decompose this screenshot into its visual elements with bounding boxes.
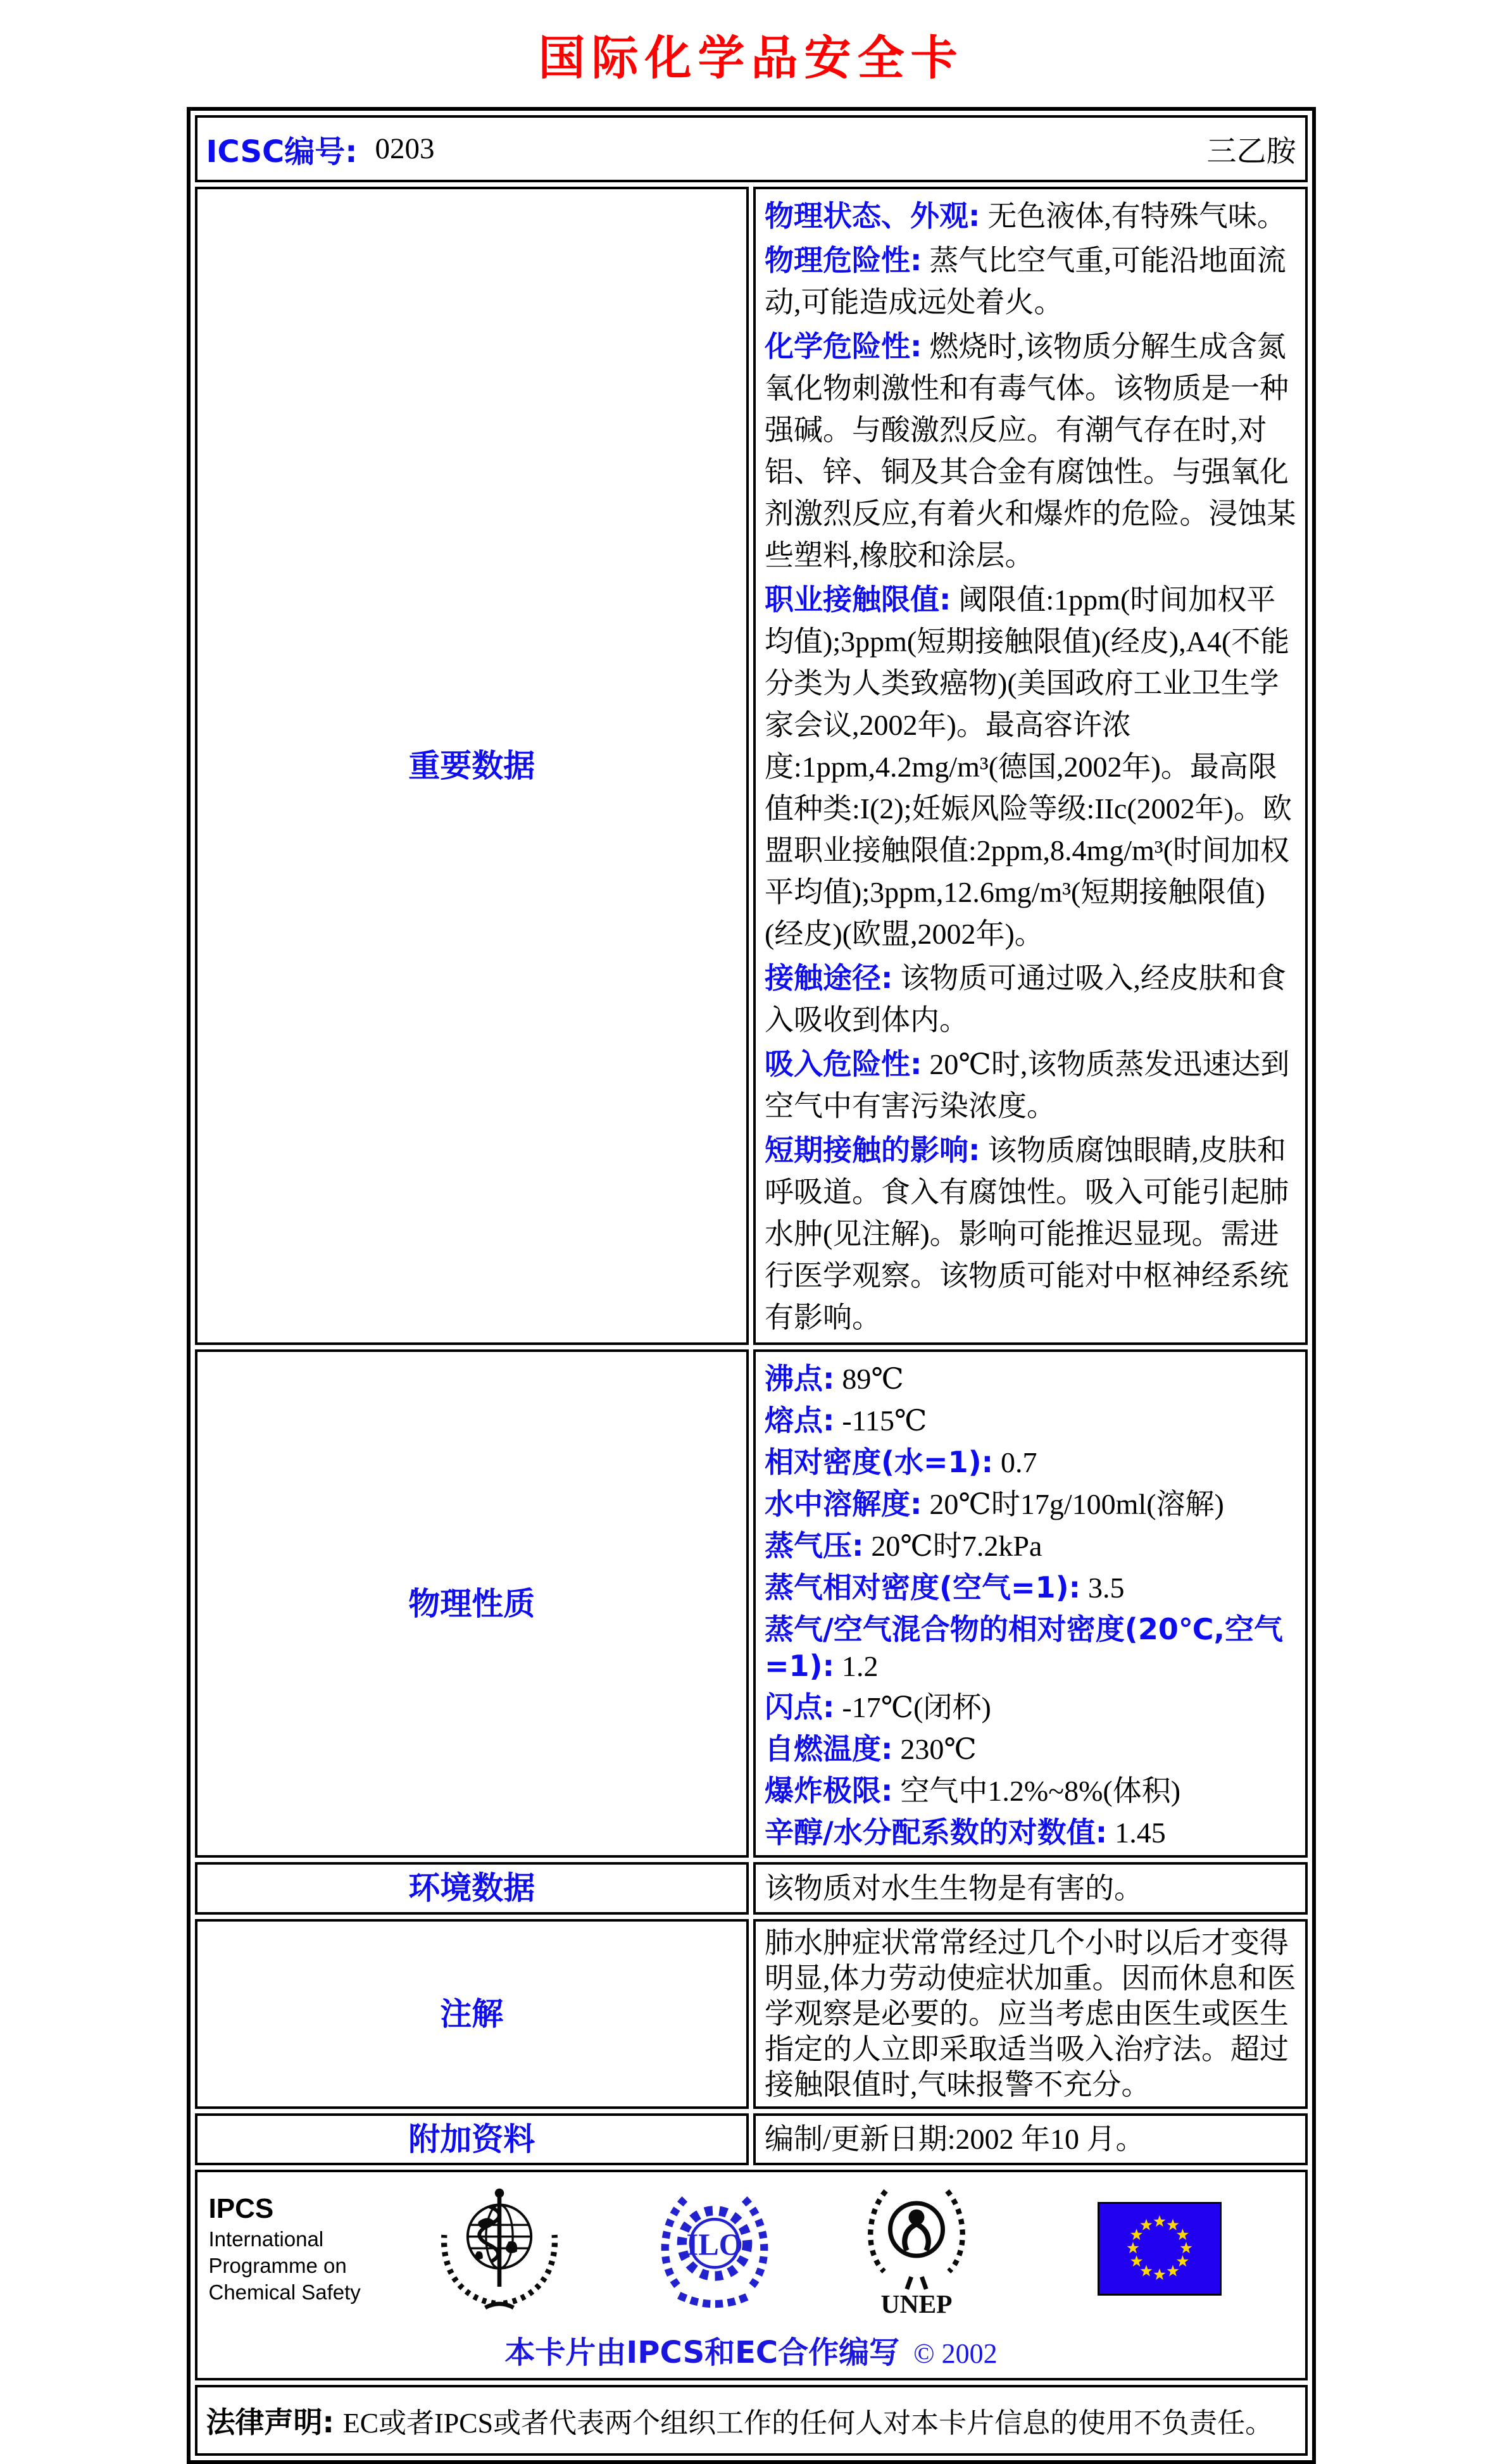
item-text: 空气中1.2%~8%(体积): [900, 1775, 1181, 1808]
item-text: 3.5: [1088, 1572, 1125, 1604]
item-label: 爆炸极限:: [765, 1773, 893, 1808]
item-label: 辛醇/水分配系数的对数值:: [765, 1815, 1108, 1850]
item-text: 该物质腐蚀眼睛,皮肤和呼吸道。食入有腐蚀性。吸入可能引起肺水肿(见注解)。影响可能推迟显现。需进行医学观察。该物质可能对中枢神经系统有影响。: [765, 1134, 1289, 1334]
important-item: [765, 237, 1296, 323]
item-text: 230℃: [900, 1733, 977, 1766]
page-title: 国际化学品安全卡: [538, 31, 964, 85]
logos-row: [195, 2170, 1308, 2380]
legal-cell: [195, 2385, 1308, 2456]
legal-label: 法律声明:: [206, 2405, 334, 2440]
item-text: -115℃: [842, 1404, 927, 1437]
unep-logo-text: UNEP: [880, 2289, 953, 2319]
physical-item: [765, 1810, 1296, 1851]
physical-item: [765, 1481, 1296, 1523]
item-label: 水中溶解度:: [765, 1487, 922, 1522]
legal-row: [195, 2385, 1308, 2456]
additional-content: 编制/更新日期:2002 年10 月。: [753, 2113, 1308, 2166]
physical-item: [765, 1523, 1296, 1565]
item-text: 1.2: [841, 1650, 879, 1683]
item-label: 熔点:: [765, 1403, 835, 1438]
item-text: 该物质可通过吸入,经皮肤和食入吸收到体内。: [765, 962, 1286, 1037]
logos-cell: [195, 2170, 1308, 2380]
section-label-environment: 环境数据: [195, 1862, 749, 1915]
item-label: 蒸气/空气混合物的相对密度(20℃,空气=1):: [765, 1612, 1284, 1684]
ipcs-wordmark: [209, 2192, 411, 2306]
ipcs-line: Chemical Safety: [208, 2280, 361, 2304]
item-text: 20℃时7.2kPa: [871, 1530, 1042, 1563]
item-text: 阈限值:1ppm(时间加权平均值);3ppm(短期接触限值)(经皮),A4(不能分类为人类致癌物)(美国政府工业卫生学家会议,2002年)。最高容许浓度:1ppm,4.2mg/m³(德国,2002年)。最高限值种类:I(2);妊娠风险等级:IIc(2002年)。欧盟职业接触限值:2ppm,8.4mg/m³(时间加权平均值);3ppm,12.6mg/m³(短期接触限值)(经皮)(欧盟,2002年)。: [765, 584, 1292, 951]
important-data-content: [753, 187, 1308, 1345]
physical-properties-content: [753, 1349, 1308, 1858]
item-label: 物理危险性:: [765, 243, 922, 278]
icsc-table: [187, 107, 1316, 2464]
important-data-row: [195, 187, 1308, 1345]
item-text: 1.45: [1115, 1817, 1166, 1849]
item-label: 吸入危险性:: [765, 1047, 922, 1082]
chemical-name: 三乙胺: [1206, 135, 1296, 168]
ipcs-line: International: [208, 2227, 324, 2251]
header-row: [195, 115, 1308, 182]
additional-info-row: [195, 2113, 1308, 2166]
icsc-number-label: ICSC编号:: [206, 134, 358, 170]
physical-item: [765, 1356, 1296, 1398]
item-label: 短期接触的影响:: [765, 1133, 980, 1168]
physical-properties-row: [195, 1349, 1308, 1858]
item-label: 相对密度(水=1):: [765, 1445, 993, 1480]
item-label: 物理状态、外观:: [765, 199, 980, 234]
item-label: 沸点:: [765, 1361, 835, 1396]
physical-item: [765, 1398, 1296, 1439]
item-label: 接触途径:: [765, 961, 893, 996]
icsc-card-page: [0, 33, 1502, 2464]
who-logo-icon: [437, 2184, 562, 2314]
item-text: 89℃: [842, 1363, 904, 1396]
item-text: 无色液体,有特殊气味。: [987, 200, 1286, 233]
item-label: 职业接触限值:: [765, 582, 951, 617]
logos-strip: [209, 2179, 1294, 2319]
section-label-notes: 注解: [195, 1919, 749, 2109]
eu-flag-icon: [1098, 2202, 1222, 2296]
important-item: [765, 1041, 1296, 1127]
item-text: 蒸气比空气重,可能沿地面流动,可能造成远处着火。: [765, 244, 1286, 319]
important-item: [765, 1127, 1296, 1339]
ipcs-acronym: IPCS: [208, 2192, 274, 2224]
item-label: 闪点:: [765, 1690, 835, 1725]
section-label-important: 重要数据: [195, 187, 749, 1345]
item-text: 20℃时17g/100ml(溶解): [929, 1488, 1224, 1521]
important-item: [765, 323, 1296, 577]
notes-content: [753, 1919, 1308, 2109]
environment-row: [195, 1862, 1308, 1915]
item-label: 蒸气相对密度(空气=1):: [765, 1570, 1080, 1605]
important-item: [765, 577, 1296, 955]
caption-year: © 2002: [913, 2338, 998, 2370]
section-label-physical: 物理性质: [195, 1349, 749, 1858]
icsc-number-value: 0203: [375, 132, 435, 166]
section-label-additional: 附加资料: [195, 2113, 749, 2166]
item-text: 0.7: [1001, 1446, 1037, 1479]
ilo-logo-text: ILO: [685, 2227, 743, 2262]
notes-text: 肺水肿症状常常经过几个小时以后才变得明显,体力劳动使症状加重。因而休息和医学观察是必要的。应当考虑由医生或医生指定的人立即采取适当吸入治疗法。超过接触限值时,气味报警不充分。: [765, 1926, 1296, 2101]
notes-row: [195, 1919, 1308, 2109]
cooperation-caption: [209, 2328, 1294, 2372]
unep-logo-icon: [860, 2179, 973, 2319]
physical-item: [765, 1684, 1296, 1726]
important-item: [765, 955, 1296, 1041]
item-text: 20℃时,该物质蒸发迅速达到空气中有害污染浓度。: [765, 1048, 1290, 1123]
item-text: 燃烧时,该物质分解生成含氮氧化物刺激性和有毒气体。该物质是一种强碱。与酸激烈反应。有潮气存在时,对铝、锌、铜及其合金有腐蚀性。与强氧化剂激烈反应,有着火和爆炸的危险。浸蚀某些塑料,橡胶和涂层。: [765, 330, 1296, 572]
header-content: [206, 127, 1296, 171]
header-cell: [195, 115, 1308, 182]
item-label: 蒸气压:: [765, 1529, 864, 1563]
item-text: -17℃(闭杯): [842, 1691, 991, 1724]
item-label: 化学危险性:: [765, 329, 922, 364]
caption-text: 本卡片由IPCS和EC合作编写: [504, 2335, 900, 2371]
physical-item: [765, 1439, 1296, 1481]
physical-item: [765, 1606, 1296, 1684]
important-item: [765, 193, 1296, 237]
environment-content: 该物质对水生生物是有害的。: [753, 1862, 1308, 1915]
physical-item: [765, 1768, 1296, 1810]
legal-text: EC或者IPCS或者代表两个组织工作的任何人对本卡片信息的使用不负责任。: [342, 2408, 1274, 2439]
ilo-logo-icon: [652, 2182, 777, 2317]
physical-item: [765, 1565, 1296, 1606]
physical-item: [765, 1726, 1296, 1768]
ipcs-line: Programme on: [208, 2253, 347, 2277]
item-label: 自燃温度:: [765, 1732, 893, 1767]
